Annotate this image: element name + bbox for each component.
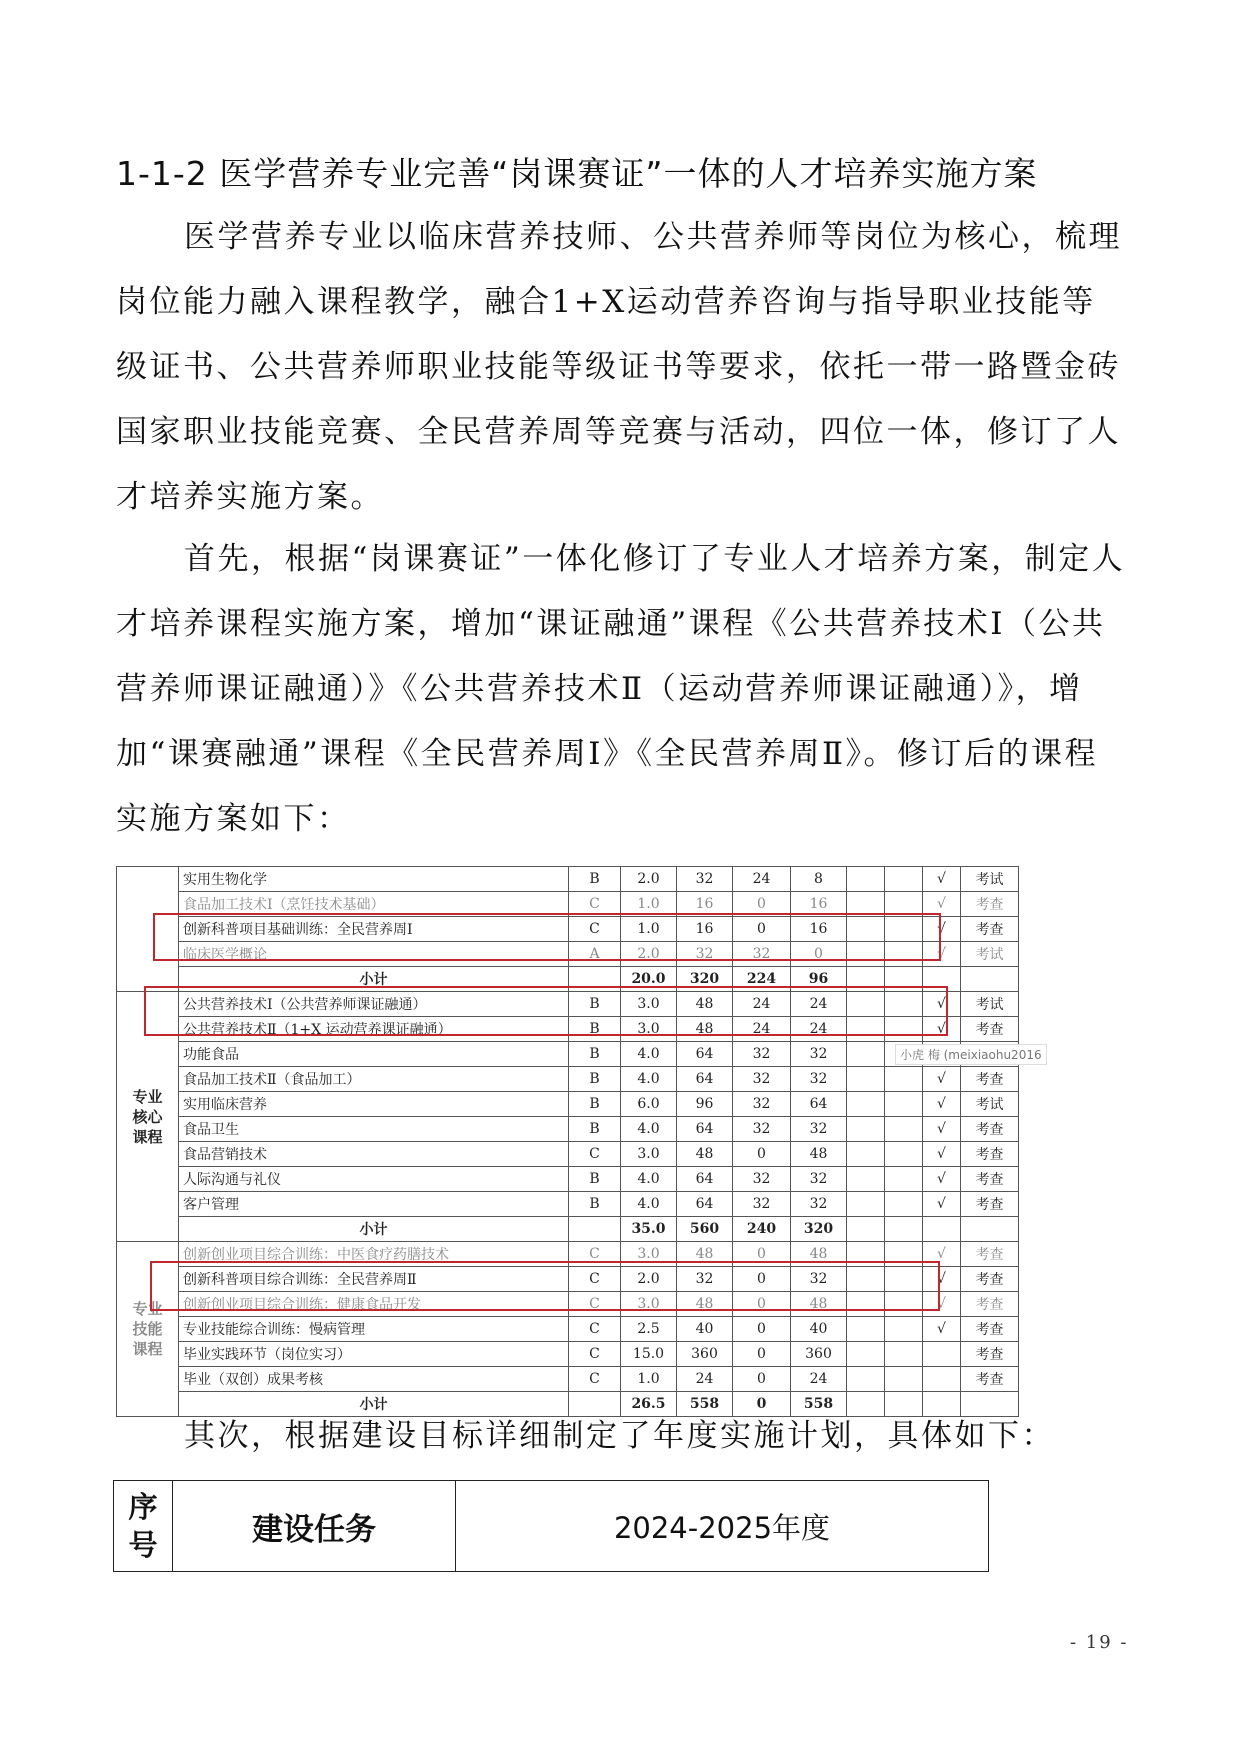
course-practice: 32 (791, 1192, 847, 1217)
course-practice: 24 (791, 992, 847, 1017)
course-credit: 3.0 (621, 992, 677, 1017)
course-practice: 16 (791, 892, 847, 917)
empty-cell (847, 1317, 885, 1342)
course-practice: 32 (791, 1042, 847, 1067)
plan-paragraph: 其次，根据建设目标详细制定了年度实施计划，具体如下： (184, 1418, 1055, 1454)
course-credit: 6.0 (621, 1092, 677, 1117)
check-mark: √ (923, 992, 961, 1017)
empty-cell (885, 1192, 923, 1217)
course-theory: 224 (733, 967, 791, 992)
empty-cell (885, 1067, 923, 1092)
course-credit: 1.0 (621, 917, 677, 942)
empty-cell (847, 867, 885, 892)
empty-cell (847, 1142, 885, 1167)
check-mark (923, 1217, 961, 1242)
course-name: 食品卫生 (179, 1117, 569, 1142)
assessment-type: 考查 (961, 1342, 1019, 1367)
table-row (117, 1092, 1019, 1117)
course-credit: 4.0 (621, 1192, 677, 1217)
course-type: B (569, 1092, 621, 1117)
course-table-image (116, 866, 1038, 1413)
course-credit: 3.0 (621, 1242, 677, 1267)
course-practice: 8 (791, 867, 847, 892)
assessment-type: 考查 (961, 1067, 1019, 1092)
course-hours: 48 (677, 1142, 733, 1167)
course-practice: 32 (791, 1067, 847, 1092)
course-credit: 4.0 (621, 1117, 677, 1142)
assessment-type: 考查 (961, 917, 1019, 942)
course-theory: 32 (733, 1092, 791, 1117)
course-theory: 24 (733, 867, 791, 892)
course-name: 专业技能综合训练：慢病管理 (179, 1317, 569, 1342)
course-theory: 0 (733, 917, 791, 942)
table-row (117, 1192, 1019, 1217)
assessment-type: 考试 (961, 1092, 1019, 1117)
watermark: 小虎 梅 (meixiaohu2016 (895, 1044, 1047, 1065)
course-theory: 24 (733, 1017, 791, 1042)
course-theory: 32 (733, 1067, 791, 1092)
course-hours: 16 (677, 917, 733, 942)
course-hours: 64 (677, 1067, 733, 1092)
section-heading: 1-1-2 医学营养专业完善“岗课赛证”一体的人才培养实施方案 (116, 154, 1038, 193)
table-row (117, 1167, 1019, 1192)
check-mark: √ (923, 1067, 961, 1092)
course-credit: 2.0 (621, 942, 677, 967)
assessment-type: 考查 (961, 1367, 1019, 1392)
assessment-type: 考试 (961, 867, 1019, 892)
intro-paragraph: 医学营养专业以临床营养技师、公共营养师等岗位为核心，梳理岗位能力融入课程教学，融合1+X运动营养咨询与指导职业技能等级证书、公共营养师职业技能等级证书等要求，依托一带一路暨金砖国家职业技能竞赛、全民营养周等竞赛与活动，四位一体，修订了人才培养实施方案。 (116, 219, 1122, 515)
course-theory: 0 (733, 1242, 791, 1267)
course-theory: 32 (733, 1167, 791, 1192)
course-hours: 560 (677, 1217, 733, 1242)
course-type: B (569, 992, 621, 1017)
table-row (117, 1342, 1019, 1367)
course-theory: 0 (733, 892, 791, 917)
course-type: C (569, 1292, 621, 1317)
check-mark: √ (923, 892, 961, 917)
assessment-type: 考查 (961, 1167, 1019, 1192)
assessment-type: 考查 (961, 892, 1019, 917)
assessment-type (961, 967, 1019, 992)
course-hours: 24 (677, 1367, 733, 1392)
course-hours: 360 (677, 1342, 733, 1367)
table-row (117, 1142, 1019, 1167)
course-type: C (569, 1142, 621, 1167)
empty-cell (885, 1167, 923, 1192)
check-mark: √ (923, 1192, 961, 1217)
check-mark (923, 1367, 961, 1392)
course-credit: 26.5 (621, 1392, 677, 1417)
course-theory: 240 (733, 1217, 791, 1242)
empty-cell (885, 867, 923, 892)
course-name: 创新创业项目综合训练：健康食品开发 (179, 1292, 569, 1317)
course-name: 食品加工技术Ⅱ（食品加工） (179, 1067, 569, 1092)
course-theory: 0 (733, 1342, 791, 1367)
course-hours: 48 (677, 1292, 733, 1317)
course-name: 临床医学概论 (179, 942, 569, 967)
empty-cell (847, 1192, 885, 1217)
course-type: C (569, 1242, 621, 1267)
assessment-type: 考查 (961, 1267, 1019, 1292)
course-practice: 96 (791, 967, 847, 992)
course-type: B (569, 1167, 621, 1192)
assessment-type: 考试 (961, 992, 1019, 1017)
course-hours: 16 (677, 892, 733, 917)
empty-cell (885, 1342, 923, 1367)
assessment-type: 考查 (961, 1242, 1019, 1267)
check-mark: √ (923, 867, 961, 892)
course-type: A (569, 942, 621, 967)
empty-cell (885, 1117, 923, 1142)
course-name: 公共营养技术Ⅱ（1+X 运动营养课证融通） (179, 1017, 569, 1042)
plan-header-year: 2024-2025年度 (456, 1481, 989, 1572)
highlight-box-3 (150, 1261, 940, 1311)
course-credit: 2.0 (621, 1267, 677, 1292)
course-name: 人际沟通与礼仪 (179, 1167, 569, 1192)
empty-cell (847, 1167, 885, 1192)
course-type: B (569, 1192, 621, 1217)
course-credit: 3.0 (621, 1017, 677, 1042)
course-credit: 4.0 (621, 1167, 677, 1192)
course-name: 实用生物化学 (179, 867, 569, 892)
course-practice: 558 (791, 1392, 847, 1417)
course-hours: 48 (677, 1242, 733, 1267)
course-practice: 64 (791, 1092, 847, 1117)
course-theory: 0 (733, 1317, 791, 1342)
assessment-type: 考查 (961, 1142, 1019, 1167)
check-mark: √ (923, 1142, 961, 1167)
course-hours: 320 (677, 967, 733, 992)
course-practice: 320 (791, 1217, 847, 1242)
check-mark: √ (923, 917, 961, 942)
assessment-type: 考查 (961, 1192, 1019, 1217)
table-row (117, 1067, 1019, 1092)
course-theory: 0 (733, 1292, 791, 1317)
course-type: C (569, 1267, 621, 1292)
course-type: B (569, 1017, 621, 1042)
course-type: B (569, 1117, 621, 1142)
course-name: 食品加工技术Ⅰ（烹饪技术基础） (179, 892, 569, 917)
course-practice: 40 (791, 1317, 847, 1342)
course-name: 实用临床营养 (179, 1092, 569, 1117)
course-type: C (569, 892, 621, 917)
course-practice: 360 (791, 1342, 847, 1367)
empty-cell (885, 1367, 923, 1392)
empty-cell (847, 1067, 885, 1092)
empty-cell (885, 1317, 923, 1342)
course-hours: 32 (677, 942, 733, 967)
highlight-box-2 (144, 986, 948, 1036)
course-practice: 24 (791, 1367, 847, 1392)
course-name: 毕业实践环节（岗位实习） (179, 1342, 569, 1367)
highlight-box-1 (153, 913, 941, 961)
check-mark: √ (923, 1317, 961, 1342)
course-theory: 0 (733, 1267, 791, 1292)
course-practice: 32 (791, 1117, 847, 1142)
course-hours: 40 (677, 1317, 733, 1342)
curriculum-paragraph: 首先，根据“岗课赛证”一体化修订了专业人才培养方案，制定人才培养课程实施方案，增加“课证融通”课程《公共营养技术Ⅰ（公共营养师课证融通）》《公共营养技术Ⅱ（运动营养师课证融通）》，增加“课赛融通”课程《全民营养周Ⅰ》《全民营养周Ⅱ》。修订后的课程实施方案如下： (116, 541, 1126, 837)
empty-cell (885, 1092, 923, 1117)
course-name: 功能食品 (179, 1042, 569, 1067)
empty-cell (847, 1342, 885, 1367)
course-type: C (569, 1342, 621, 1367)
course-hours: 32 (677, 1267, 733, 1292)
course-credit: 20.0 (621, 967, 677, 992)
course-hours: 64 (677, 1167, 733, 1192)
check-mark: √ (923, 1242, 961, 1267)
check-mark: √ (923, 1092, 961, 1117)
course-hours: 48 (677, 1017, 733, 1042)
empty-cell (847, 1092, 885, 1117)
course-credit: 4.0 (621, 1067, 677, 1092)
course-name: 创新科普项目基础训练：全民营养周Ⅰ (179, 917, 569, 942)
empty-cell (847, 1217, 885, 1242)
course-hours: 558 (677, 1392, 733, 1417)
course-type: C (569, 1367, 621, 1392)
assessment-type: 考试 (961, 942, 1019, 967)
course-type: C (569, 1317, 621, 1342)
course-credit: 3.0 (621, 1142, 677, 1167)
course-practice: 48 (791, 1142, 847, 1167)
course-name: 客户管理 (179, 1192, 569, 1217)
empty-cell (885, 1142, 923, 1167)
course-practice: 16 (791, 917, 847, 942)
course-hours: 48 (677, 992, 733, 1017)
subtotal-row (117, 1217, 1019, 1242)
course-practice: 24 (791, 1017, 847, 1042)
course-practice: 48 (791, 1242, 847, 1267)
course-theory: 0 (733, 1367, 791, 1392)
course-practice: 48 (791, 1292, 847, 1317)
assessment-type: 考查 (961, 1317, 1019, 1342)
assessment-type: 考查 (961, 1017, 1019, 1042)
table-row (117, 1367, 1019, 1392)
check-mark: √ (923, 1267, 961, 1292)
empty-cell (847, 1367, 885, 1392)
course-name: 小计 (179, 1217, 569, 1242)
course-type (569, 1217, 621, 1242)
course-theory: 32 (733, 1192, 791, 1217)
empty-cell (847, 1117, 885, 1142)
group-label-core: 专业 核心 课程 (117, 992, 179, 1242)
course-practice: 32 (791, 1267, 847, 1292)
empty-cell (885, 1217, 923, 1242)
course-hours: 64 (677, 1117, 733, 1142)
course-credit: 3.0 (621, 1292, 677, 1317)
course-type: B (569, 1067, 621, 1092)
check-mark: √ (923, 1117, 961, 1142)
course-theory: 0 (733, 1392, 791, 1417)
course-type: B (569, 1042, 621, 1067)
course-hours: 32 (677, 867, 733, 892)
empty-cell (847, 1042, 885, 1067)
course-theory: 32 (733, 942, 791, 967)
check-mark: √ (923, 1017, 961, 1042)
course-name: 小计 (179, 967, 569, 992)
course-type: C (569, 917, 621, 942)
course-name: 小计 (179, 1392, 569, 1417)
course-hours: 64 (677, 1192, 733, 1217)
check-mark (923, 1342, 961, 1367)
course-name: 创新创业项目综合训练：中医食疗药膳技术 (179, 1242, 569, 1267)
plan-header-task: 建设任务 (173, 1481, 456, 1572)
page-number: - 19 - (1070, 1632, 1129, 1653)
check-mark: √ (923, 1292, 961, 1317)
course-credit: 15.0 (621, 1342, 677, 1367)
course-theory: 0 (733, 1142, 791, 1167)
group-label-skill: 专业 技能 课程 (117, 1242, 179, 1417)
course-credit: 2.0 (621, 867, 677, 892)
course-credit: 2.5 (621, 1317, 677, 1342)
course-credit: 35.0 (621, 1217, 677, 1242)
table-row (117, 1117, 1019, 1142)
course-name: 食品营销技术 (179, 1142, 569, 1167)
check-mark: √ (923, 1167, 961, 1192)
course-hours: 96 (677, 1092, 733, 1117)
course-name: 毕业（双创）成果考核 (179, 1367, 569, 1392)
plan-header-index: 序 号 (114, 1481, 173, 1572)
course-theory: 24 (733, 992, 791, 1017)
table-row (117, 867, 1019, 892)
course-credit: 4.0 (621, 1042, 677, 1067)
assessment-type (961, 1217, 1019, 1242)
table-row (117, 1317, 1019, 1342)
assessment-type: 考查 (961, 1117, 1019, 1142)
course-type: B (569, 867, 621, 892)
course-credit: 1.0 (621, 1367, 677, 1392)
course-name: 创新科普项目综合训练：全民营养周Ⅱ (179, 1267, 569, 1292)
course-practice: 0 (791, 942, 847, 967)
check-mark: √ (923, 942, 961, 967)
course-practice: 32 (791, 1167, 847, 1192)
course-theory: 32 (733, 1117, 791, 1142)
course-hours: 64 (677, 1042, 733, 1067)
assessment-type: 考查 (961, 1292, 1019, 1317)
course-theory: 32 (733, 1042, 791, 1067)
course-credit: 1.0 (621, 892, 677, 917)
table-row (117, 1042, 1019, 1067)
plan-table (113, 1480, 989, 1572)
course-name: 公共营养技术Ⅰ（公共营养师课证融通） (179, 992, 569, 1017)
